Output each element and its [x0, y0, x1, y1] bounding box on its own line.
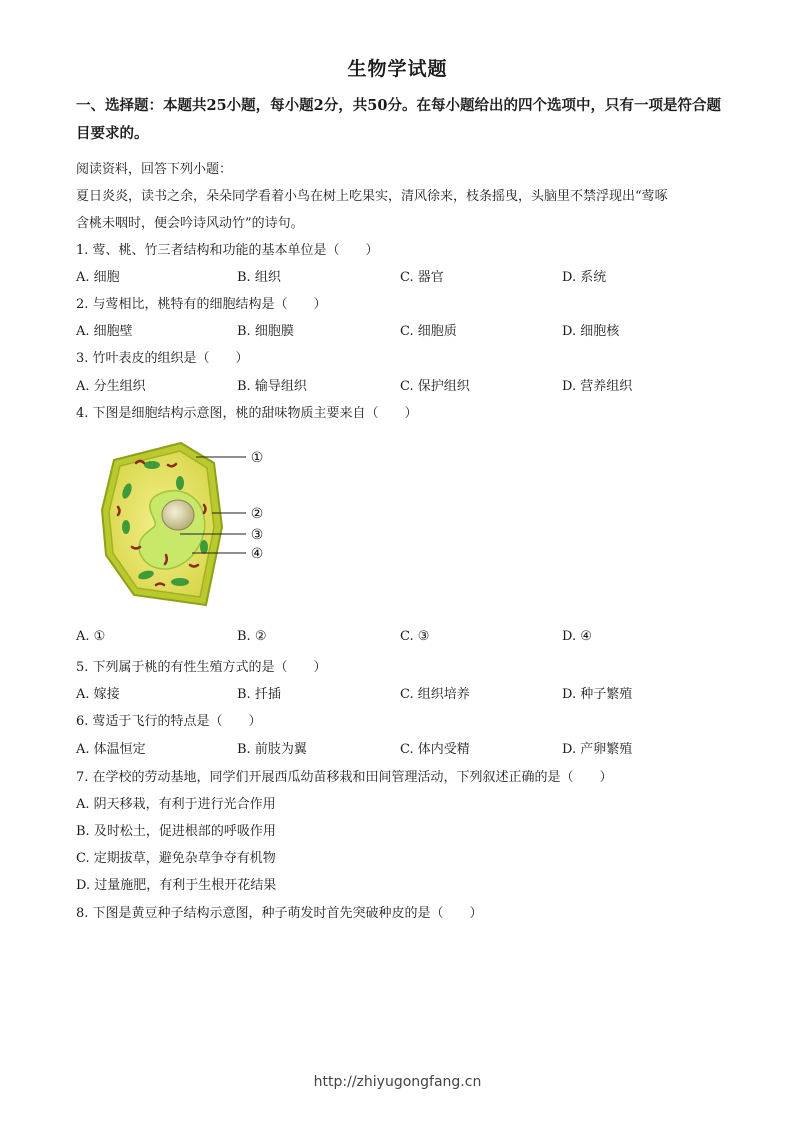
option-d[interactable]: D. 系统: [562, 270, 607, 285]
plant-cell-diagram: [96, 435, 286, 615]
reading-prompt: 阅读资料，回答下列小题：: [76, 162, 233, 177]
option-b[interactable]: B. 输导组织: [237, 379, 307, 394]
question-1-stem: 1. 莺、桃、竹三者结构和功能的基本单位是（ ）: [76, 243, 379, 258]
option-c[interactable]: C. 器官: [400, 270, 444, 285]
option-b[interactable]: B. 及时松土，促进根部的呼吸作用: [76, 824, 276, 839]
passage-line-2: 含桃未咽时，便会吟诗风动竹”的诗句。: [76, 216, 304, 231]
option-a[interactable]: A. 细胞: [76, 270, 120, 285]
question-2-options: [76, 320, 736, 338]
option-b[interactable]: B. ②: [237, 629, 267, 644]
option-d[interactable]: D. 过量施肥，有利于生根开花结果: [76, 878, 277, 893]
question-6-options: [76, 738, 736, 756]
option-c[interactable]: C. 定期拔草，避免杂草争夺有机物: [76, 851, 276, 866]
label-4: ④: [250, 546, 264, 562]
option-b[interactable]: B. 扦插: [237, 687, 281, 702]
option-d[interactable]: D. 种子繁殖: [562, 687, 633, 702]
option-b[interactable]: B. 前肢为翼: [237, 742, 307, 757]
option-d[interactable]: D. ④: [562, 629, 592, 644]
option-c[interactable]: C. 体内受精: [400, 742, 470, 757]
option-d[interactable]: D. 营养组织: [562, 379, 633, 394]
question-4-stem: 4. 下图是细胞结构示意图，桃的甜味物质主要来自（ ）: [76, 406, 418, 421]
question-5-options: [76, 683, 736, 701]
label-2: ②: [250, 506, 264, 522]
label-1: ①: [250, 450, 264, 466]
question-1-options: [76, 266, 736, 284]
option-b[interactable]: B. 组织: [237, 270, 281, 285]
passage-line-1: 夏日炎炎，读书之余，朵朵同学看着小鸟在树上吃果实，清风徐来，枝条摇曳，头脑里不禁浮现出“莺啄: [76, 189, 668, 204]
option-d[interactable]: D. 细胞核: [562, 324, 620, 339]
question-7-stem: 7. 在学校的劳动基地，同学们开展西瓜幼苗移栽和田间管理活动，下列叙述正确的是（ ）: [76, 770, 613, 785]
label-3: ③: [250, 527, 264, 543]
question-2-stem: 2. 与莺相比，桃特有的细胞结构是（ ）: [76, 297, 327, 312]
page-title: 生物学试题: [347, 58, 448, 80]
nucleus: [162, 500, 194, 530]
question-6-stem: 6. 莺适于飞行的特点是（ ）: [76, 714, 262, 729]
option-a[interactable]: A. 体温恒定: [76, 742, 146, 757]
question-5-stem: 5. 下列属于桃的有性生殖方式的是（ ）: [76, 660, 327, 675]
option-b[interactable]: B. 细胞膜: [237, 324, 294, 339]
option-a[interactable]: A. 细胞壁: [76, 324, 133, 339]
section-heading: 一、选择题：本题共25小题，每小题2分，共50分。在每小题给出的四个选项中，只有一项是符合题目要求的。: [76, 97, 721, 142]
option-c[interactable]: C. ③: [400, 629, 430, 644]
plant-cell-illustration: [96, 435, 286, 615]
option-a[interactable]: A. ①: [76, 629, 106, 644]
question-4-options: [76, 629, 736, 647]
option-c[interactable]: C. 保护组织: [400, 379, 470, 394]
option-c[interactable]: C. 组织培养: [400, 687, 470, 702]
option-a[interactable]: A. 阴天移栽，有利于进行光合作用: [76, 797, 276, 812]
option-a[interactable]: A. 分生组织: [76, 379, 146, 394]
footer-url[interactable]: http://zhiyugongfang.cn: [313, 1074, 482, 1090]
option-d[interactable]: D. 产卵繁殖: [562, 742, 633, 757]
option-c[interactable]: C. 细胞质: [400, 324, 457, 339]
question-3-stem: 3. 竹叶表皮的组织是（ ）: [76, 351, 249, 366]
question-3-options: [76, 375, 736, 393]
option-a[interactable]: A. 嫁接: [76, 687, 120, 702]
question-8-stem: 8. 下图是黄豆种子结构示意图，种子萌发时首先突破种皮的是（ ）: [76, 906, 483, 921]
